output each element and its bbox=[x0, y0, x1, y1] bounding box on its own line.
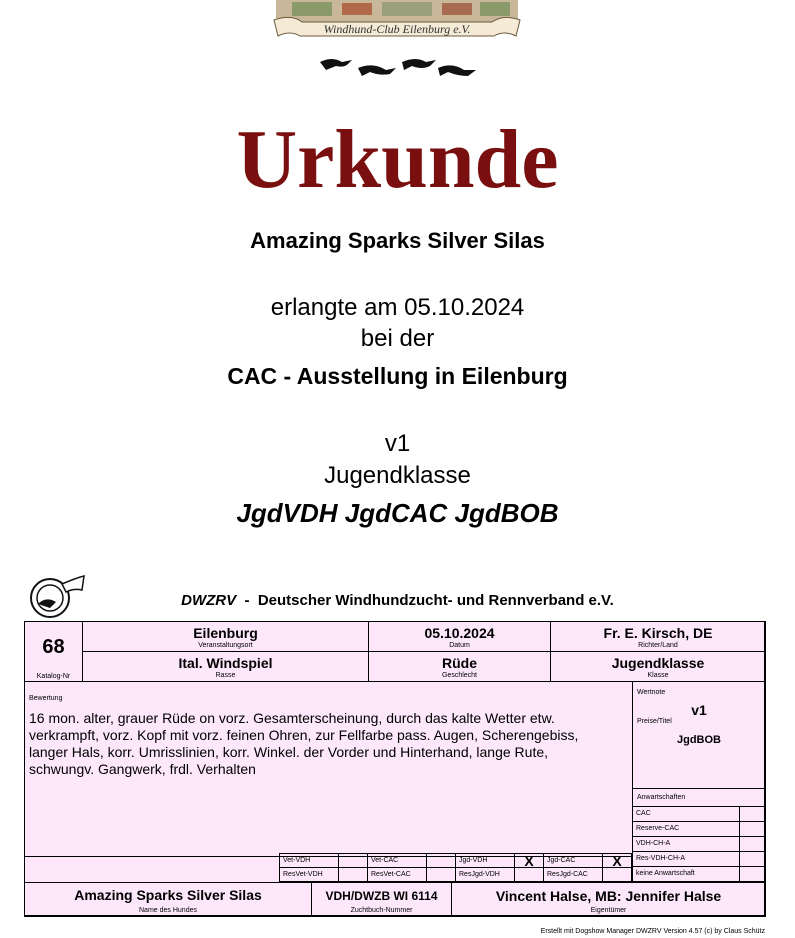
anwartschaften-header bbox=[632, 788, 766, 807]
dog-name-cell bbox=[24, 882, 312, 917]
running-dogs-icon bbox=[318, 52, 488, 84]
venue-value: Eilenburg bbox=[193, 625, 258, 641]
award-label: ResJgd-CAC bbox=[543, 867, 603, 882]
anwartschaft-checkbox bbox=[739, 806, 766, 822]
award-mark bbox=[426, 867, 456, 882]
judge-cell bbox=[550, 621, 766, 652]
award-label: ResJgd-VDH bbox=[455, 867, 515, 882]
award-mark bbox=[338, 853, 368, 868]
anwartschaft-row bbox=[632, 806, 740, 822]
owner-cell bbox=[451, 882, 766, 917]
at-line: bei der bbox=[360, 325, 435, 352]
certificate-title: Urkunde bbox=[236, 113, 559, 206]
anwartschaft-label: VDH-CH-A bbox=[636, 840, 671, 847]
wertnote-value: v1 bbox=[691, 702, 707, 718]
sex-label: Geschlecht bbox=[441, 672, 478, 679]
certificate-table bbox=[24, 621, 765, 916]
award-mark: X bbox=[602, 853, 632, 868]
award-label: Vet-VDH bbox=[279, 853, 339, 868]
anwartschaft-label: keine Anwartschaft bbox=[636, 870, 695, 877]
catalog-cell bbox=[24, 621, 83, 682]
studbook-label: Zuchtbuch-Nummer bbox=[350, 907, 413, 914]
owner-value: Vincent Halse, MB: Jennifer Halse bbox=[495, 888, 722, 904]
class-label: Klasse bbox=[647, 672, 669, 679]
anwartschaft-checkbox bbox=[739, 851, 766, 867]
award-label: Jgd-VDH bbox=[455, 853, 515, 868]
anwartschaft-row bbox=[632, 851, 740, 867]
anwartschaft-checkbox bbox=[739, 866, 766, 882]
judge-value: Fr. E. Kirsch, DE bbox=[603, 625, 713, 641]
preise-label: Preise/Titel bbox=[637, 718, 672, 725]
wertnote-cell bbox=[632, 681, 766, 789]
wertnote-label: Wertnote bbox=[637, 689, 666, 696]
award-mark bbox=[514, 867, 544, 882]
evaluation-text: 16 mon. alter, grauer Rüde on vorz. Gesamterscheinung, durch das kalte Wetter etw. verkrampft, vorz. Kopf mit vorz. feinen Ohren, zur Fellfarbe pass. Augen, Scherengebiss, langer Hals, korr. Umrisslinien, korr. Winkel. der Vorder und Hinterhand, lange Rute, schwungv. Gangwerk, frdl. Verhalten bbox=[29, 710, 579, 777]
judge-label: Richter/Land bbox=[638, 642, 678, 649]
evaluation-label: Bewertung bbox=[29, 695, 63, 702]
club-logo bbox=[272, 0, 522, 40]
svg-text:Windhund-Club Eilenburg e.V.: Windhund-Club Eilenburg e.V. bbox=[323, 22, 471, 36]
org-abbreviation: DWZRV bbox=[181, 592, 237, 609]
anwartschaften-label: Anwartschaften bbox=[637, 794, 686, 801]
evaluation-cell bbox=[24, 681, 633, 857]
footer-credit: Erstellt mit Dogshow Manager DWZRV Version 4.57 (c) by Claus Schütz bbox=[540, 928, 765, 935]
award-mark bbox=[602, 867, 632, 882]
date-label: Datum bbox=[449, 642, 470, 649]
dog-name-value: Amazing Sparks Silver Silas bbox=[74, 887, 262, 903]
org-separator: - bbox=[244, 592, 250, 609]
sex-value: Rüde bbox=[442, 655, 477, 671]
venue-cell bbox=[82, 621, 369, 652]
organization-heading bbox=[0, 592, 795, 609]
grade-text: v1 bbox=[384, 430, 411, 457]
attained-line: erlangte am 05.10.2024 bbox=[270, 294, 525, 321]
anwartschaft-label: Res-VDH-CH-A bbox=[636, 855, 685, 862]
class-value: Jugendklasse bbox=[611, 655, 705, 671]
date-cell bbox=[368, 621, 551, 652]
award-mark: X bbox=[514, 853, 544, 868]
breed-label: Rasse bbox=[215, 672, 236, 679]
dog-name-label: Name des Hundes bbox=[139, 907, 197, 914]
studbook-cell bbox=[311, 882, 452, 917]
anwartschaft-checkbox bbox=[739, 836, 766, 852]
dog-name-heading: Amazing Sparks Silver Silas bbox=[250, 228, 545, 253]
catalog-label: Katalog-Nr bbox=[36, 673, 71, 680]
sex-cell bbox=[368, 651, 551, 682]
class-cell bbox=[550, 651, 766, 682]
preise-value: JgdBOB bbox=[677, 734, 721, 746]
owner-label: Eigentümer bbox=[590, 907, 627, 914]
venue-label: Veranstaltungsort bbox=[198, 642, 253, 649]
award-mark bbox=[338, 867, 368, 882]
org-name: Deutscher Windhundzucht- und Rennverband e.V. bbox=[257, 592, 614, 609]
award-label: Vet-CAC bbox=[367, 853, 427, 868]
event-name: CAC - Ausstellung in Eilenburg bbox=[227, 363, 568, 389]
anwartschaft-row bbox=[632, 866, 740, 882]
award-label: ResVet-CAC bbox=[367, 867, 427, 882]
class-text: Jugendklasse bbox=[324, 462, 471, 489]
breed-value: Ital. Windspiel bbox=[178, 655, 273, 671]
award-label: ResVet-VDH bbox=[279, 867, 339, 882]
breed-cell bbox=[82, 651, 369, 682]
award-label: Jgd-CAC bbox=[543, 853, 603, 868]
catalog-number: 68 bbox=[42, 636, 65, 658]
titles-text: JgdVDH JgdCAC JgdBOB bbox=[236, 498, 559, 528]
anwartschaft-row bbox=[632, 836, 740, 852]
anwartschaft-checkbox bbox=[739, 821, 766, 837]
anwartschaft-label: Reserve-CAC bbox=[636, 825, 680, 832]
award-mark bbox=[426, 853, 456, 868]
anwartschaft-label: CAC bbox=[636, 810, 651, 817]
anwartschaft-row bbox=[632, 821, 740, 837]
studbook-value: VDH/DWZB WI 6114 bbox=[325, 889, 438, 903]
date-value: 05.10.2024 bbox=[424, 625, 495, 641]
